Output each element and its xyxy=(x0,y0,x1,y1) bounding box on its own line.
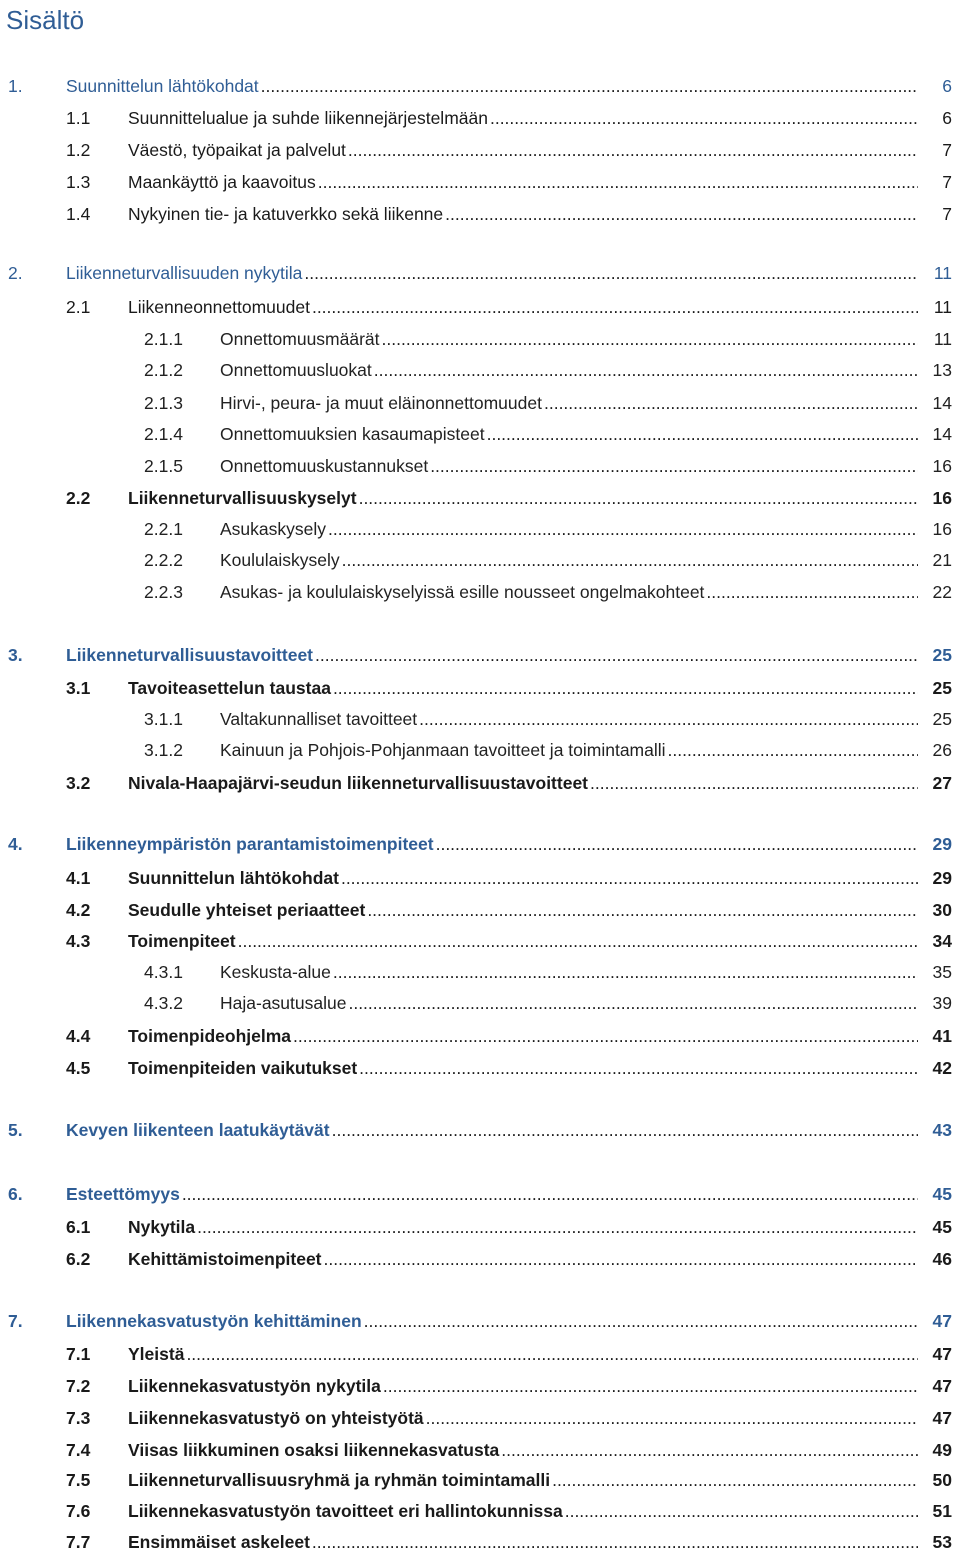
toc-entry[interactable] xyxy=(0,325,960,353)
toc-entry[interactable] xyxy=(0,515,960,543)
toc-entry-label-leader xyxy=(220,989,918,1017)
toc-entry-page-number: 22 xyxy=(931,578,952,606)
toc-entry[interactable] xyxy=(0,769,960,797)
toc-entry-page-number: 11 xyxy=(932,325,952,353)
toc-entry-page-number: 53 xyxy=(931,1528,952,1556)
toc-entry[interactable] xyxy=(0,484,960,512)
toc-entry-label[interactable]: Hirvi-, peura- ja muut eläinonnettomuudet xyxy=(220,393,542,413)
toc-entry-label[interactable]: Kehittämistoimenpiteet xyxy=(128,1249,322,1269)
toc-entry-label-leader xyxy=(128,104,918,132)
toc-entry[interactable] xyxy=(0,896,960,924)
toc-entry-label[interactable]: Liikenneturvallisuuden nykytila xyxy=(66,263,303,283)
toc-entry[interactable] xyxy=(0,168,960,196)
toc-entry-page-number: 16 xyxy=(931,484,952,512)
toc-entry-label[interactable]: Yleistä xyxy=(128,1344,185,1364)
toc-entry[interactable] xyxy=(0,1022,960,1050)
toc-entry-label[interactable]: Liikennekasvatustyön tavoitteet eri hallintokunnissa xyxy=(128,1501,563,1521)
toc-entry-label-leader xyxy=(128,1372,918,1400)
toc-entry-label[interactable]: Suunnittelun lähtökohdat xyxy=(66,76,259,96)
toc-entry-page-number: 25 xyxy=(931,641,952,669)
toc-entry-number: 2.1.2 xyxy=(144,360,183,380)
toc-entry-number: 5. xyxy=(8,1120,23,1140)
toc-entry-label[interactable]: Liikennekasvatustyön nykytila xyxy=(128,1376,381,1396)
toc-entry[interactable] xyxy=(0,1497,960,1525)
toc-entry-label-leader xyxy=(220,705,918,733)
toc-entry-page-number: 51 xyxy=(931,1497,952,1525)
toc-entry-label[interactable]: Esteettömyys xyxy=(66,1184,180,1204)
toc-entry[interactable] xyxy=(0,136,960,164)
toc-entry-label-leader xyxy=(220,452,918,480)
toc-entry-number: 7.7 xyxy=(66,1532,91,1552)
toc-entry-number: 2.1.4 xyxy=(144,424,183,444)
toc-entry-label[interactable]: Toimenpiteet xyxy=(128,931,236,951)
toc-entry-number: 2.1.5 xyxy=(144,456,183,476)
toc-entry-label-leader xyxy=(128,1340,918,1368)
toc-entry-number: 6.2 xyxy=(66,1249,91,1269)
toc-entry[interactable] xyxy=(0,1404,960,1432)
toc-entry[interactable] xyxy=(0,1213,960,1241)
toc-entry-label[interactable]: Toimenpideohjelma xyxy=(128,1026,292,1046)
toc-entry-label-leader xyxy=(66,830,918,858)
toc-entry-label-leader xyxy=(220,515,918,543)
toc-entry-number: 6. xyxy=(8,1184,23,1204)
toc-entry-number: 1.2 xyxy=(66,140,91,160)
toc-entry-number: 2.2 xyxy=(66,488,91,508)
toc-entry-number: 7. xyxy=(8,1311,23,1331)
toc-entry[interactable] xyxy=(0,927,960,955)
toc-entry[interactable] xyxy=(0,420,960,448)
toc-entry-number: 4. xyxy=(8,834,23,854)
toc-entry-label[interactable]: Suunnittelualue ja suhde liikennejärjestelmään xyxy=(128,108,488,128)
toc-entry-label-leader xyxy=(128,1022,918,1050)
toc-entry[interactable] xyxy=(0,578,960,606)
toc-entry-label-leader xyxy=(128,136,918,164)
toc-entry-number: 4.3.1 xyxy=(144,962,183,982)
toc-entry-page-number: 34 xyxy=(931,927,952,955)
toc-entry-page-number: 16 xyxy=(931,452,952,480)
toc-entry-page-number: 29 xyxy=(931,830,952,858)
toc-entry-page-number: 45 xyxy=(931,1180,952,1208)
toc-entry-page-number: 7 xyxy=(940,168,952,196)
toc-entry-number: 4.5 xyxy=(66,1058,91,1078)
toc-entry[interactable] xyxy=(0,1245,960,1273)
toc-entry-label[interactable]: Liikenneturvallisuusryhmä ja ryhmän toimintamalli xyxy=(128,1470,551,1490)
toc-entry-page-number: 46 xyxy=(931,1245,952,1273)
toc-entry-number: 2.2.2 xyxy=(144,550,183,570)
toc-entry[interactable] xyxy=(0,958,960,986)
toc-entry-page-number: 6 xyxy=(940,72,952,100)
toc-entry-label[interactable]: Liikenneturvallisuuskyselyt xyxy=(128,488,357,508)
toc-entry-page-number: 11 xyxy=(932,259,952,287)
toc-entry-label[interactable]: Nykyinen tie- ja katuverkko sekä liikenne xyxy=(128,204,444,224)
toc-entry-page-number: 47 xyxy=(931,1372,952,1400)
toc-entry-label[interactable]: Liikenneonnettomuudet xyxy=(128,297,310,317)
toc-entry-label[interactable]: Maankäyttö ja kaavoitus xyxy=(128,172,316,192)
toc-entry-label[interactable]: Onnettomuusmäärät xyxy=(220,329,380,349)
toc-entry[interactable] xyxy=(0,200,960,228)
toc-entry-page-number: 39 xyxy=(931,989,952,1017)
toc-entry-label-leader xyxy=(220,578,918,606)
toc-entry-number: 7.3 xyxy=(66,1408,91,1428)
toc-entry-label-leader xyxy=(66,641,918,669)
toc-entry-label[interactable]: Liikenneympäristön parantamistoimenpiteet xyxy=(66,834,434,854)
toc-entry-label-leader xyxy=(128,484,918,512)
toc-entry-label-leader xyxy=(128,1436,918,1464)
toc-entry-number: 2.1 xyxy=(66,297,91,317)
toc-entry-label-leader xyxy=(128,168,918,196)
toc-entry-number: 3.1.1 xyxy=(144,709,183,729)
toc-entry-number: 7.5 xyxy=(66,1470,91,1490)
toc-entry-page-number: 47 xyxy=(931,1307,952,1335)
toc-entry-page-number: 26 xyxy=(931,736,952,764)
toc-entry-page-number: 7 xyxy=(940,136,952,164)
toc-entry-page-number: 25 xyxy=(931,674,952,702)
toc-entry-label-leader xyxy=(128,674,918,702)
toc-entry-label-leader xyxy=(128,293,918,321)
toc-entry-label[interactable]: Onnettomuuskustannukset xyxy=(220,456,429,476)
toc-entry[interactable] xyxy=(0,830,960,858)
toc-entry-page-number: 13 xyxy=(931,356,952,384)
toc-entry-number: 3.1 xyxy=(66,678,91,698)
toc-entry-page-number: 6 xyxy=(940,104,952,132)
toc-entry-number: 2.2.1 xyxy=(144,519,183,539)
toc-entry[interactable] xyxy=(0,864,960,892)
toc-entry-number: 3. xyxy=(8,645,23,665)
toc-entry-label[interactable]: Liikennekasvatustyön kehittäminen xyxy=(66,1311,362,1331)
toc-entry-page-number: 21 xyxy=(931,546,952,574)
toc-entry[interactable] xyxy=(0,1466,960,1494)
toc-entry-label-leader xyxy=(220,389,918,417)
toc-entry-label[interactable]: Valtakunnalliset tavoitteet xyxy=(220,709,418,729)
toc-entry[interactable] xyxy=(0,452,960,480)
toc-entry-number: 4.2 xyxy=(66,900,91,920)
toc-entry-label-leader xyxy=(220,356,918,384)
toc-entry-label-leader xyxy=(128,896,918,924)
toc-entry-number: 2.1.3 xyxy=(144,393,183,413)
toc-entry-label-leader xyxy=(128,1404,918,1432)
toc-entry[interactable] xyxy=(0,259,960,287)
toc-entry-page-number: 11 xyxy=(932,293,952,321)
toc-entry-page-number: 16 xyxy=(931,515,952,543)
toc-entry-page-number: 45 xyxy=(931,1213,952,1241)
toc-entry-label[interactable]: Seudulle yhteiset periaatteet xyxy=(128,900,366,920)
toc-entry-number: 4.3 xyxy=(66,931,91,951)
toc-entry-page-number: 49 xyxy=(931,1436,952,1464)
toc-entry-label-leader xyxy=(66,259,918,287)
toc-entry-page-number: 14 xyxy=(931,420,952,448)
toc-entry-number: 2.2.3 xyxy=(144,582,183,602)
toc-entry[interactable] xyxy=(0,1436,960,1464)
toc-entry-number: 7.1 xyxy=(66,1344,91,1364)
toc-entry-label[interactable]: Viisas liikkuminen osaksi liikennekasvatusta xyxy=(128,1440,500,1460)
toc-entry-number: 4.1 xyxy=(66,868,91,888)
toc-entry-label-leader xyxy=(128,1497,918,1525)
toc-entry-page-number: 7 xyxy=(940,200,952,228)
toc-entry-number: 1.3 xyxy=(66,172,91,192)
toc-entry-label[interactable]: Nivala-Haapajärvi-seudun liikenneturvallisuustavoitteet xyxy=(128,773,589,793)
toc-entry-number: 1.1 xyxy=(66,108,91,128)
toc-entry[interactable] xyxy=(0,72,960,100)
toc-entry-number: 4.3.2 xyxy=(144,993,183,1013)
toc-entry-label[interactable]: Ensimmäiset askeleet xyxy=(128,1532,310,1552)
toc-entry[interactable] xyxy=(0,736,960,764)
toc-entry[interactable] xyxy=(0,1054,960,1082)
toc-entry-label-leader xyxy=(220,546,918,574)
toc-entry-page-number: 42 xyxy=(931,1054,952,1082)
toc-entry-page-number: 43 xyxy=(931,1116,952,1144)
toc-entry[interactable] xyxy=(0,389,960,417)
toc-entry-label[interactable]: Onnettomuusluokat xyxy=(220,360,372,380)
toc-entry[interactable] xyxy=(0,546,960,574)
toc-entry[interactable] xyxy=(0,1116,960,1144)
toc-entry-number: 6.1 xyxy=(66,1217,91,1237)
toc-entry-number: 4.4 xyxy=(66,1026,91,1046)
toc-entry-page-number: 30 xyxy=(931,896,952,924)
toc-entry[interactable] xyxy=(0,356,960,384)
toc-entry[interactable] xyxy=(0,293,960,321)
toc-entry-label[interactable]: Liikenneturvallisuustavoitteet xyxy=(66,645,314,665)
toc-entry-label[interactable]: Asukas- ja koululaiskyselyissä esille nousseet ongelmakohteet xyxy=(220,582,705,602)
toc-entry-label[interactable]: Väestö, työpaikat ja palvelut xyxy=(128,140,346,160)
toc-entry[interactable] xyxy=(0,989,960,1017)
toc-entry-label-leader xyxy=(128,200,918,228)
toc-entry-label-leader xyxy=(220,958,918,986)
toc-entry-page-number: 14 xyxy=(931,389,952,417)
toc-entry-page-number: 47 xyxy=(931,1340,952,1368)
toc-entry-page-number: 50 xyxy=(931,1466,952,1494)
toc-entry-label[interactable]: Kainuun ja Pohjois-Pohjanmaan tavoitteet ja toimintamalli xyxy=(220,740,666,760)
toc-entry-label[interactable]: Tavoiteasettelun taustaa xyxy=(128,678,331,698)
toc-entry-label[interactable]: Asukaskysely xyxy=(220,519,327,539)
toc-entry-label[interactable]: Koululaiskysely xyxy=(220,550,340,570)
toc-entry-number: 2. xyxy=(8,263,23,283)
toc-entry[interactable] xyxy=(0,1372,960,1400)
toc-entry-label-leader xyxy=(220,325,918,353)
toc-entry-number: 1.4 xyxy=(66,204,91,224)
toc-entry[interactable] xyxy=(0,1307,960,1335)
toc-entry[interactable] xyxy=(0,674,960,702)
toc-entry-label-leader xyxy=(128,1054,918,1082)
toc-entry-label[interactable]: Keskusta-alue xyxy=(220,962,331,982)
toc-entry-label-leader xyxy=(128,1245,918,1273)
toc-entry-label-leader xyxy=(128,769,918,797)
toc-entry-label[interactable]: Liikennekasvatustyö on yhteistyötä xyxy=(128,1408,424,1428)
toc-entry-page-number: 35 xyxy=(931,958,952,986)
toc-entry-label-leader xyxy=(66,1307,918,1335)
toc-entry-number: 1. xyxy=(8,76,23,96)
toc-entry-label[interactable]: Onnettomuuksien kasaumapisteet xyxy=(220,424,485,444)
toc-entry-label-leader xyxy=(128,864,918,892)
toc-entry-label[interactable]: Toimenpiteiden vaikutukset xyxy=(128,1058,358,1078)
toc-entry[interactable] xyxy=(0,104,960,132)
toc-entry-number: 3.1.2 xyxy=(144,740,183,760)
toc-entry-number: 7.6 xyxy=(66,1501,91,1521)
toc-entry-label[interactable]: Suunnittelun lähtökohdat xyxy=(128,868,339,888)
toc-entry[interactable] xyxy=(0,1340,960,1368)
toc-entry-number: 7.4 xyxy=(66,1440,91,1460)
toc-entry-label-leader xyxy=(220,736,918,764)
toc-entry-label[interactable]: Nykytila xyxy=(128,1217,196,1237)
toc-entry[interactable] xyxy=(0,641,960,669)
toc-entry-number: 2.1.1 xyxy=(144,329,183,349)
toc-entry-page-number: 25 xyxy=(931,705,952,733)
toc-entry-label-leader xyxy=(128,927,918,955)
toc-entry[interactable] xyxy=(0,705,960,733)
toc-entry[interactable] xyxy=(0,1180,960,1208)
toc-entry-page-number: 41 xyxy=(931,1022,952,1050)
toc-entry-page-number: 47 xyxy=(931,1404,952,1432)
toc-entry-label-leader xyxy=(128,1466,918,1494)
toc-entry-page-number: 29 xyxy=(931,864,952,892)
toc-entry-label-leader xyxy=(66,1116,918,1144)
toc-entry-number: 7.2 xyxy=(66,1376,91,1396)
toc-entry-number: 3.2 xyxy=(66,773,91,793)
toc-entry-label[interactable]: Kevyen liikenteen laatukäytävät xyxy=(66,1120,330,1140)
toc-entry-label-leader xyxy=(128,1213,918,1241)
toc-entry-label-leader xyxy=(66,72,918,100)
toc-entry-label[interactable]: Haja-asutusalue xyxy=(220,993,347,1013)
toc-entry-label-leader xyxy=(220,420,918,448)
toc-entry-label-leader xyxy=(66,1180,918,1208)
page-title: Sisältö xyxy=(6,5,85,35)
toc-entry-page-number: 27 xyxy=(931,769,952,797)
